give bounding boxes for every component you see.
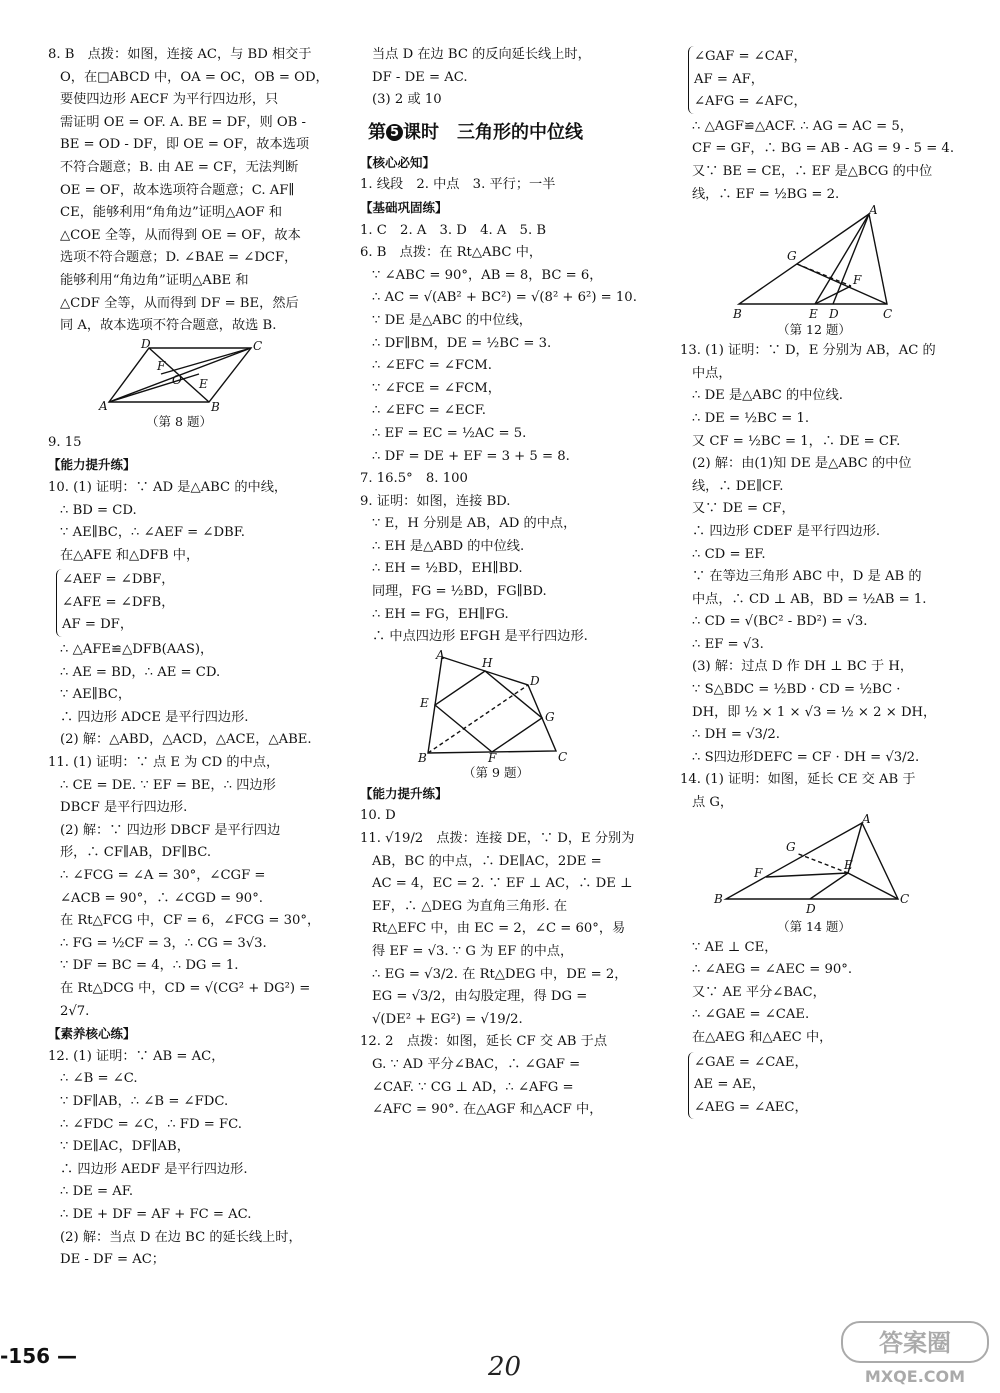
section-header: 【能力提升练】 (48, 457, 136, 473)
fig8-label-o: O (172, 372, 182, 387)
answer-line: (2) 解：当点 D 在边 BC 的延长线上时， (60, 1229, 302, 1245)
answer-line: 选项不符合题意；D. ∠BAE = ∠DCF， (60, 250, 298, 266)
answer-line: 当点 D 在边 BC 的反向延长线上时， (372, 47, 591, 62)
fig14-label-e: E (844, 857, 853, 872)
answer-line: ∠GAF = ∠CAF， (694, 49, 807, 64)
lesson-name: 课时 三角形的中位线 (403, 121, 583, 143)
answer-line: ∵ S△BDC = ½BD · CD = ½BC · (692, 682, 901, 698)
fig14-label-c: C (900, 891, 910, 906)
fig9-label-b: B (418, 750, 427, 765)
figure-12-triangle (729, 203, 899, 322)
lesson-prefix: 第 (368, 121, 386, 143)
answer-line: ∵ DE 是△ABC 的中位线， (372, 312, 532, 328)
answer-line: ∠CAF. ∵ CG ⊥ AD，∴ ∠AFG = (372, 1079, 574, 1095)
answer-line: ∠AFC = 90°. 在△AGF 和△ACF 中， (372, 1102, 603, 1118)
answer-line: DBCF 是平行四边形. (60, 800, 188, 816)
answer-line: ∴ S四边形DEFC = CF · DH = √3/2. (692, 749, 920, 765)
answer-line: DF - DE = AC. (372, 69, 468, 85)
answer-line: AB，BC 的中点，∴ DE∥AC，2DE = (372, 853, 602, 869)
page-number: -156 — (0, 1344, 78, 1368)
answer-line: 8. B 点拨：如图，连接 AC，与 BD 相交于 (48, 47, 312, 62)
answer-line: CE，能够利用“角角边”证明△AOF 和 (60, 205, 283, 221)
answer-line: ∵ AE∥BC， (60, 687, 132, 703)
answer-line: ∠AFE = ∠DFB， (62, 594, 175, 610)
fig8-label-d: D (141, 336, 151, 351)
answer-line: 又∵ AE 平分∠BAC， (692, 984, 826, 1000)
answer-line: (2) 解：△ABD，△ACD，△ACE，△ABE. (60, 732, 312, 748)
fig14-label-d: D (806, 901, 816, 916)
answer-line: ∴ 四边形 ADCE 是平行四边形. (60, 709, 249, 725)
fig12-label-d: D (829, 307, 839, 322)
answer-line: 同理，FG = ½BD，FG∥BD. (372, 584, 547, 600)
answer-line: 能够利用“角边角”证明△ABE 和 (60, 272, 249, 288)
answer-line: ∴ △AGF≌△ACF. ∴ AG = AC = 5， (692, 118, 913, 134)
answer-line: (3) 2 或 10 (372, 92, 442, 108)
answer-line: 14. (1) 证明：如图，延长 CE 交 AB 于 (680, 772, 916, 788)
condition-brace (688, 1052, 948, 1120)
fig8-label-b: B (211, 399, 220, 414)
answer-line: 13. (1) 证明：∵ D，E 分别为 AB，AC 的 (680, 343, 936, 359)
answer-line: ∴ ∠FDC = ∠C，∴ FD = FC. (60, 1116, 242, 1132)
answer-line: ∴ ∠AEG = ∠AEC = 90°. (692, 962, 853, 978)
condition-brace (688, 46, 948, 114)
fig12-label-f: F (853, 273, 862, 288)
fig14-label-g: G (786, 839, 796, 854)
answer-line: 中点， (692, 365, 732, 381)
fig14-label-f: F (754, 865, 763, 880)
svg-text:答案圈: 答案圈 (879, 1329, 951, 1357)
answer-line: √(DE² + EG²) = √19/2. (372, 1011, 523, 1027)
answer-line: ∴ DE 是△ABC 的中位线. (692, 388, 843, 404)
fig8-label-c: C (253, 338, 263, 353)
answer-line: ∵ ∠FCE = ∠FCM， (372, 380, 501, 396)
answer-line: △COE 全等，从而得到 OE = OF，故本 (60, 227, 301, 243)
figure-9-quadrilateral (416, 647, 576, 765)
answer-line: (2) 解：由(1)知 DE 是△ABC 的中位 (692, 456, 912, 472)
answer-line: OE = OF，故本选项符合题意；C. AF∥ (60, 182, 295, 198)
lesson-title (368, 120, 632, 146)
fig8-label-a: A (99, 398, 108, 413)
answer-line: ∴ DF∥BM，DE = ½BC = 3. (372, 335, 552, 351)
section-header: 【基础巩固练】 (360, 199, 448, 215)
answer-line: ∴ BD = CD. (60, 502, 137, 518)
answer-line: 线，∴ EF = ½BG = 2. (692, 186, 840, 202)
answer-line: ∵ AE∥BC，∴ ∠AEF = ∠DBF. (60, 525, 246, 541)
fig8-label-f: F (157, 358, 166, 373)
figure-8-parallelogram (99, 336, 263, 414)
svg-text:MXQE.COM: MXQE.COM (864, 1367, 966, 1386)
answer-line: AE = AE， (694, 1077, 765, 1093)
answer-line: ∴ CD = EF. (692, 546, 766, 562)
answer-line: ∴ EG = √3/2. 在 Rt△DEG 中，DE = 2， (372, 966, 628, 982)
answer-line: AF = DF， (62, 617, 134, 633)
column-1 (48, 44, 329, 1272)
answer-line: 6. B 点拨：在 Rt△ABC 中， (360, 245, 543, 261)
answer-line: ∴ ∠FCG = ∠A = 30°，∠CGF = (60, 868, 266, 883)
answer-line: ∵ E，H 分别是 AB，AD 的中点， (372, 516, 577, 532)
answer-line: 12. 2 点拨：如图，延长 CF 交 AB 于点 (360, 1034, 608, 1050)
figure-8-caption: （第 8 题） (146, 413, 212, 429)
answer-line: CF = GF，∴ BG = AB - AG = 9 - 5 = 4. (692, 141, 955, 157)
fig12-label-c: C (883, 307, 893, 322)
answer-line: ∴ DE = AF. (60, 1184, 134, 1200)
fig12-label-g: G (787, 249, 797, 264)
answer-line: ∠ACB = 90°，∴ ∠CGD = 90°. (60, 890, 263, 906)
answer-line: ∴ AE = BD，∴ AE = CD. (60, 664, 221, 680)
answer-line: 在 Rt△DCG 中，CD = √(CG² + DG²) = (60, 980, 311, 996)
fig9-label-f: F (488, 750, 497, 765)
answer-line: ∴ EF = EC = ½AC = 5. (372, 425, 527, 441)
answer-line: AF = AF， (694, 71, 764, 87)
answer-line: ∵ AE ⊥ CE， (692, 939, 778, 955)
fig9-label-c: C (558, 749, 568, 764)
fig12-label-b: B (733, 307, 742, 322)
answer-line: Rt△EFC 中，由 EC = 2，∠C = 60°，易 (372, 921, 626, 937)
fig12-label-a: A (869, 203, 878, 218)
answer-line: ∴ ∠B = ∠C. (60, 1071, 138, 1087)
answer-line: 线，∴ DE∥CF. (692, 478, 784, 494)
answer-line: ∴ AC = √(AB² + BC²) = √(8² + 6²) = 10. (372, 290, 637, 306)
fig9-label-a: A (436, 647, 445, 662)
answer-line: ∴ 中点四边形 EFGH 是平行四边形. (372, 629, 588, 645)
answer-line: EG = √3/2，由勾股定理，得 DG = (372, 989, 588, 1005)
lesson-number-badge: 5 (386, 124, 403, 141)
figure-12-caption: （第 12 题） (777, 322, 851, 338)
answer-line: ∴ ∠EFC = ∠FCM. (372, 358, 492, 374)
handwritten-mark: 20 (488, 1352, 522, 1382)
answer-line: ∴ DF = DE + EF = 3 + 5 = 8. (372, 448, 570, 464)
answer-line: 又∵ DE = CF， (692, 501, 795, 517)
answer-line: 1. C 2. A 3. D 4. A 5. B (360, 222, 547, 238)
answer-line: DE - DF = AC； (60, 1252, 165, 1268)
fig14-label-a: A (862, 811, 871, 826)
answer-line: ∵ DF = BC = 4，∴ DG = 1. (60, 958, 239, 974)
column-3 (680, 44, 955, 1121)
figure-14-triangle (714, 811, 914, 917)
answer-line: ∴ EH = FG，EH∥FG. (372, 606, 509, 622)
answer-line: 10. (1) 证明：∵ AD 是△ABC 的中线， (48, 479, 288, 495)
answer-line: ∴ EH = ½BD，EH∥BD. (372, 561, 523, 577)
answer-line: 在△AEG 和△AEC 中， (692, 1030, 833, 1045)
answer-line: ∴ DE = ½BC = 1. (692, 410, 810, 426)
answer-line: DH，即 ½ × 1 × √3 = ½ × 2 × DH， (692, 704, 937, 720)
answer-line: O，在□ABCD 中，OA = OC，OB = OD， (60, 69, 329, 85)
answer-line: ∠AFG = ∠AFC， (694, 94, 807, 110)
answer-line: 11. √19/2 点拨：连接 DE，∵ D，E 分别为 (360, 831, 635, 847)
answer-line: 1. 线段 2. 中点 3. 平行；一半 (360, 177, 556, 193)
answer-line: ∴ EF = √3. (692, 636, 764, 652)
fig9-label-h: H (482, 655, 493, 670)
answer-line: 点 G， (692, 795, 734, 811)
answer-line: EF，∴ △DEG 为直角三角形. 在 (372, 898, 568, 914)
answer-line: ∵ 在等边三角形 ABC 中，D 是 AB 的 (692, 569, 922, 585)
answer-line: 在 Rt△FCG 中，CF = 6，∠FCG = 30°， (60, 913, 321, 929)
answer-line: 又∵ BE = CE，∴ EF 是△BCG 的中位 (692, 163, 933, 179)
answer-line: 又 CF = ½BC = 1，∴ DE = CF. (692, 433, 901, 449)
answer-line: △CDF 全等，从而得到 DF = BE，然后 (60, 295, 299, 311)
fig9-label-d: D (530, 673, 540, 688)
answer-line: 在△AFE 和△DFB 中， (60, 547, 200, 563)
answer-line: ∴ FG = ½CF = 3，∴ CG = 3√3. (60, 935, 267, 951)
figure-9-caption: （第 9 题） (463, 764, 529, 780)
answer-line: G. ∵ AD 平分∠BAC，∴ ∠GAF = (372, 1056, 581, 1072)
section-header: 【能力提升练】 (360, 785, 448, 801)
fig8-label-e: E (199, 376, 208, 391)
answer-line: ∴ △AFE≌△DFB(AAS)， (60, 642, 214, 658)
answer-line: ∵ DE∥AC，DF∥AB， (60, 1139, 190, 1155)
answer-line: ∠AEG = ∠AEC， (694, 1099, 808, 1115)
answer-line: ∴ 四边形 AEDF 是平行四边形. (60, 1161, 248, 1177)
answer-line: ∴ DH = √3/2. (692, 727, 780, 743)
answer-line: 10. D (360, 808, 396, 824)
answer-line: ∠GAE = ∠CAE， (694, 1054, 808, 1070)
answer-line: ∴ ∠GAE = ∠CAE. (692, 1007, 810, 1023)
answer-line: 12. (1) 证明：∵ AB = AC， (48, 1048, 225, 1064)
answer-line: 形，∴ CF∥AB，DF∥BC. (60, 845, 212, 861)
fig12-label-e: E (809, 307, 818, 322)
answer-line: 同 A，故本选项不符合题意，故选 B. (60, 318, 277, 334)
fig9-label-g: G (545, 709, 555, 724)
answer-line: 得 EF = √3. ∵ G 为 EF 的中点， (372, 944, 574, 959)
answer-line: 需证明 OE = OF. A. BE = DF，则 OB - (60, 114, 307, 130)
fig9-label-e: E (420, 695, 429, 710)
answer-line: 不符合题意；B. 由 AE = CF，无法判断 (60, 159, 299, 175)
answer-line: ∴ CE = DE. ∵ EF = BE，∴ 四边形 (60, 777, 276, 793)
answer-line: 要使四边形 AECF 为平行四边形，只 (60, 92, 279, 108)
answer-line: 9. 证明：如图，连接 BD. (360, 493, 511, 509)
answer-line: ∴ ∠EFC = ∠ECF. (372, 403, 486, 419)
answer-line: ∵ ∠ABC = 90°，AB = 8，BC = 6， (372, 267, 603, 283)
answer-line: ∴ EH 是△ABD 的中位线. (372, 538, 525, 554)
answer-line: 7. 16.5° 8. 100 (360, 471, 468, 487)
condition-brace (56, 569, 310, 637)
figure-14-caption: （第 14 题） (777, 918, 851, 934)
answer-line: ∴ DE + DF = AF + FC = AC. (60, 1206, 252, 1222)
answer-line: BE = OD - DF，即 OE = OF，故本选项 (60, 137, 310, 153)
answer-line: ∵ DF∥AB，∴ ∠B = ∠FDC. (60, 1093, 229, 1109)
fig14-label-b: B (714, 891, 723, 906)
column-2 (360, 44, 637, 1122)
answer-line: 11. (1) 证明：∵ 点 E 为 CD 的中点， (48, 755, 280, 771)
answer-line: ∠AEF = ∠DBF， (62, 572, 175, 588)
watermark-logo (840, 1318, 990, 1388)
answer-line: AC = 4，EC = 2. ∵ EF ⊥ AC，∴ DE ⊥ (372, 876, 633, 892)
answer-line: ∴ CD = √(BC² - BD²) = √3. (692, 614, 868, 630)
answer-line: 2√7. (60, 1003, 90, 1019)
answer-line: ∴ 四边形 CDEF 是平行四边形. (692, 523, 881, 539)
section-header: 【素养核心练】 (48, 1026, 136, 1042)
answer-line: (3) 解：过点 D 作 DH ⊥ BC 于 H， (692, 659, 914, 675)
answer-line: 9. 15 (48, 434, 82, 450)
answer-line: 中点，∴ CD ⊥ AB，BD = ½AB = 1. (692, 591, 927, 607)
answer-line: (2) 解：∵ 四边形 DBCF 是平行四边 (60, 822, 281, 838)
section-header: 【核心必知】 (360, 154, 436, 170)
